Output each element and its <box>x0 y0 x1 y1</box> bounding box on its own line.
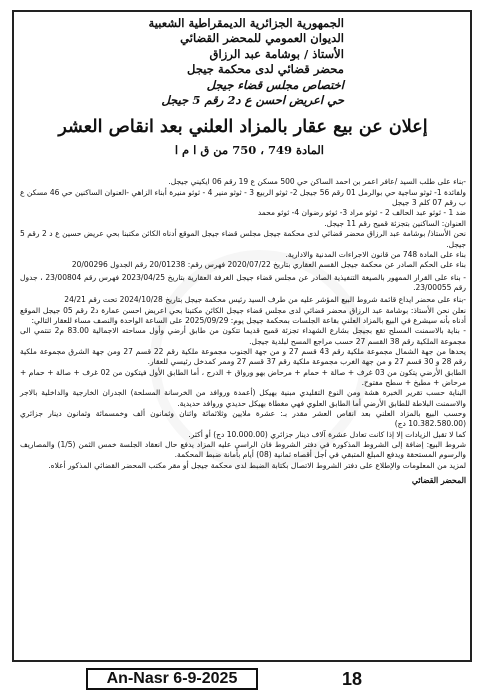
paragraph-against: ضد 1 - ثوثو عبد الحالف 2 - ثوثو مراد 3- ثوثو رضوان 4- ثوثو محمد <box>257 208 466 218</box>
paragraph-judgment: بناء على الحكم الصادر عن محكمة جيجل القسم العقاري بتاريخ 2020/07/22 فهرس رقم: 20/01238 رقم الجدول 20/00296 <box>71 260 466 270</box>
paragraph-increments: كما لا تقبل الزيادات إلا إذا كانت تعادل عشرة آلاف دينار جزائري (10.000.00 دج) أو أكثر. <box>188 429 466 439</box>
paragraph-request: -بناء على طلب السيد /عافر اعمر بن احمد الساكن حي 500 مسكن ع 19 رقم 06 ايكيني جيجل. <box>168 177 466 187</box>
legal-articles: المادة 749 ، 750 من ق ا م ا <box>174 143 324 158</box>
header-line-6: حي اعريض احسن ع د2 رقم 5 جيجل <box>161 93 344 108</box>
paragraph-building: - بناية بالاسمنت المسلح تقع بجيجل بشارع الشهداء تجزئة قميح قديما تتكون من طابق أرضي وأول مساحته الاجمالية 83.00 م2 تنتمي الى مجموعة الملكية رقم 38 القسم 27 حسب مراجع المسح لبلدية جيجل. <box>20 326 467 346</box>
header-line-1: الجمهورية الجزائرية الديمقراطية الشعبية <box>148 16 344 30</box>
header-line-2: الديوان العمومي للمحضر القضائي <box>180 31 344 46</box>
page-number: 18 <box>341 669 363 689</box>
announcement-title: إعلان عن بيع عقار بالمزاد العلني بعد انقاص العشر <box>58 116 428 138</box>
paragraph-address: العنوان: الساكنين بتجزئة قميح رقم 11 جيجل. <box>324 218 466 228</box>
announcement-content <box>20 16 466 485</box>
paragraph-price: وحسب البيع بالمزاد العلني بعد انقاص العشر مقدر بـ: عشرة ملايين وثلاثمائة واثنان وثمانون ألف وخمسمائة وثمانون دينار جزائري (10.382.580.00 دج) <box>20 409 466 429</box>
announcement-body <box>20 177 466 471</box>
paragraph-info: لمزيد من المعلومات والإطلاع على دفتر الشروط الاتصال بكتابة الضبط لدى محكمة جيجل أو مقر مكتب المحضر القضائي المذكور أعلاه. <box>48 460 466 470</box>
header-line-3: الأستاذ / بوشامة عبد الرزاق <box>209 46 344 61</box>
newspaper-date: An-Nasr 6-9-2025 <box>86 668 258 690</box>
paragraph-conditions: شروط البيع: إضافة إلى الشروط المذكورة في دفتر الشروط فان الراسي عليه المزاد يدفع حال انعقاد الجلسة خمس الثمن (1/5) والمصاريف والرسوم المستحقة ويدفع المبلغ المتبقي في أجل أقصاه ثمانية (08) أيام بأمانة ضبط المحكمة. <box>20 440 466 460</box>
paragraph-boundaries: يحدها من جهة الشمال مجموعة ملكية رقم 43 قسم 27 و من جهة الجنوب مجموعة ملكية رقم 22 قسم 27 ومن جهة الشرق مجموعة ملكية رقم 28 و 30 قسم 27 و من جهة الغرب مجموعة ملكية رقم 37 قسم 27 وممر كمدخل رئيسي للعقار. <box>20 346 466 367</box>
paragraph-structure: البناية حسب تقرير الخبرة هشة ومن النوع التقليدي مبنية بهيكل (أعمدة وروافد من الخرسانة المسلحة) الجدران الخارجية والداخلية بالاجر والاسمنت البلاطة للطابق الأرضي أما الطابق العلوي فهي مغطاة بهيكل حديدي وروافد حديدية. <box>20 388 466 408</box>
paragraph-deposit: -بناء على محضر ايداع قائمة شروط البيع المؤشر عليه من طرف السيد رئيس محكمة جيجل بتاريخ 2024/10/28 تحت رقم 24/21 <box>64 295 466 305</box>
header-line-4: محضر قضائي لدى محكمة جيجل <box>187 62 344 77</box>
paragraph-bailiff: نحن الأستاذ/ بوشامة عبد الرزاق محضر قضائي لدى محكمة جيجل مجلس قضاء جيجل الموقع أدناه الكائن مكتبنا بحي عريض حسين ع د 2 رقم 5 جيجل. <box>20 229 467 249</box>
signature: المحضر القضائي <box>411 476 466 486</box>
paragraph-article: بناء على المادة 748 من قانون الاجراءات المدنية والادارية. <box>285 249 466 259</box>
paragraph-beneficiaries: ولفائدة 1- ثوثو ساجية حي بوالرمل 01 رقم 56 جيجل 2- ثوثو الربيع 3 - ثوثو منير 4 - ثوثو منيرة أبناء الزاهي -العنوان الساكنين حي 46 مسكن ع ب رقم 07 كلم 3 جيجل <box>20 187 467 208</box>
paragraph-announcement: نعلن نحن الأستاذ: بوشامة عبد الرزاق محضر قضائي لدى مجلس قضاء جيجل الكائن مكتبنا بحي اعريض احسن عمارة د2 رقم 05 جيجل الموقع أدناه بأنه سيشرع في البيع بالمزاد العلني بقاعة الجلسات بمحكمة جيجل يوم: 2025/09/29 على الساعة الواحدة والنصف مساء للعقار التالي: <box>20 305 467 325</box>
paragraph-decision: - بناء على القرار الممهور بالصيغة التنفيذية الصادر عن مجلس قضاء جيجل الغرفة العقارية بتاريخ 2023/04/25 فهرس رقم 23/00804 ، جدول رقم 23/00055. <box>20 272 466 292</box>
header-line-5: اختصاص مجلس قضاء جيجل <box>206 77 344 92</box>
paragraph-floors: الطابق الأرضي يتكون من 03 غرف + صالة + حمام + مرحاض بهو ورواق + الدرج ، أما الطابق الأول فيتكون من 02 غرف + صالة + حمام + مرحاض + مطبخ + سطح مفتوح. <box>20 367 467 387</box>
